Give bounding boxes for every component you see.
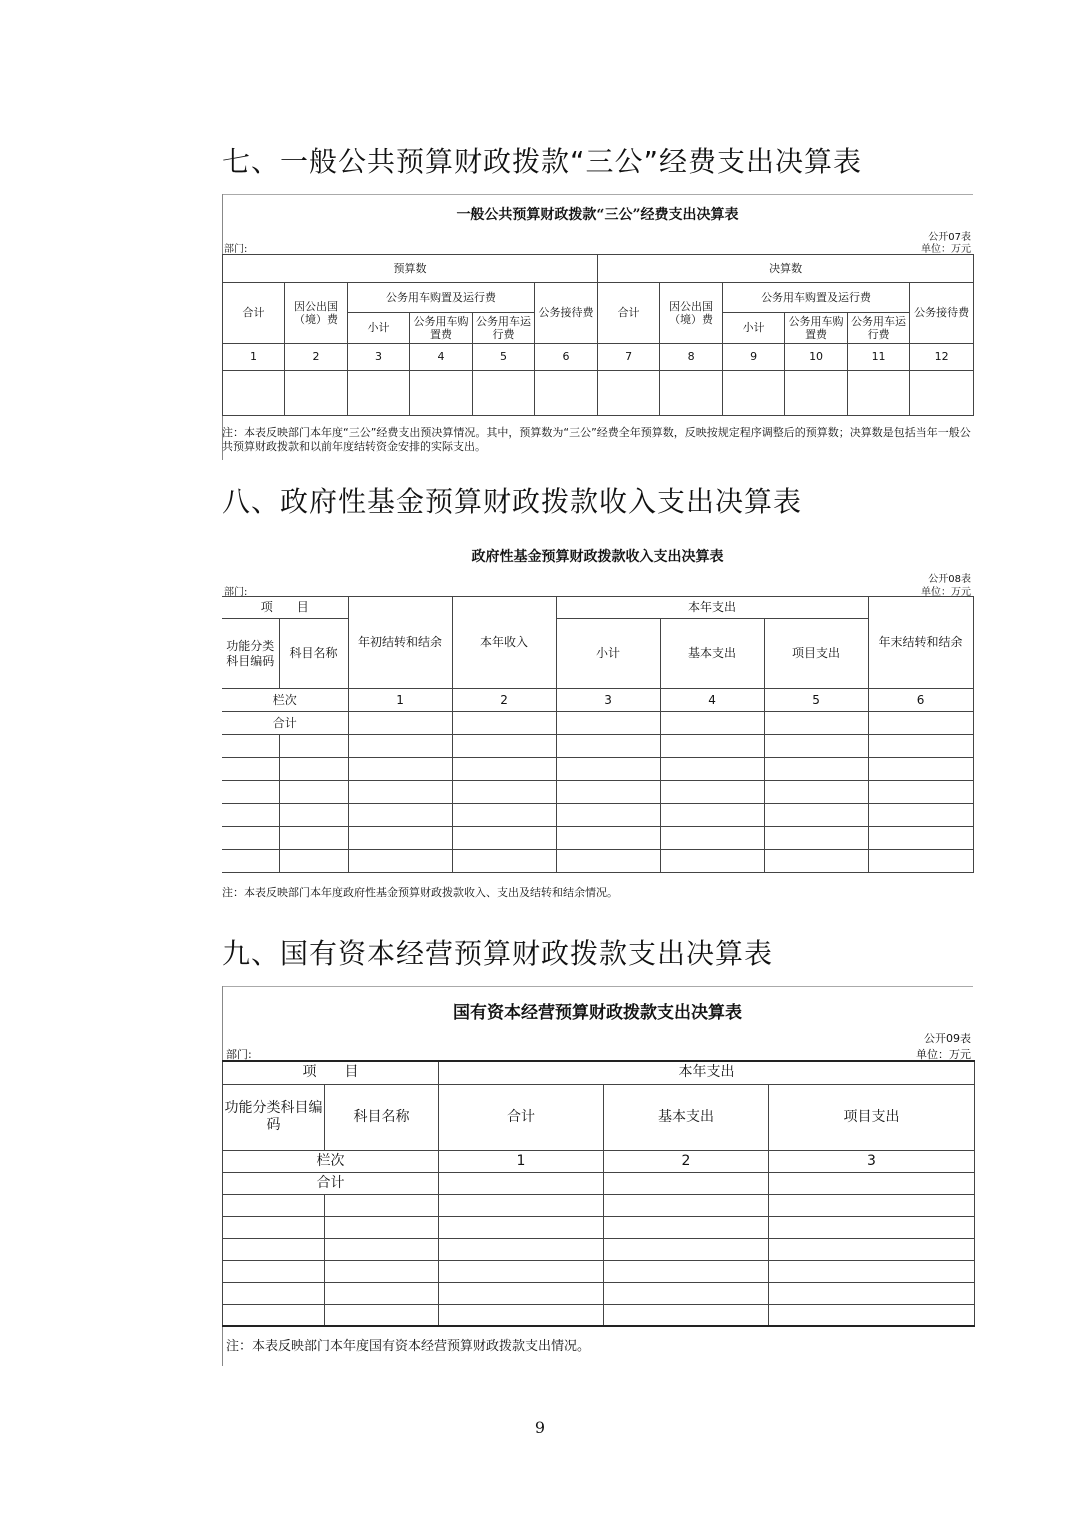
column-number: 2 — [452, 689, 556, 712]
gov-fund-table — [222, 596, 974, 873]
header-total: 合计 — [223, 283, 285, 344]
header-total: 合计 — [598, 283, 660, 344]
header-reception: 公务接待费 — [910, 283, 974, 344]
column-number: 3 — [348, 344, 410, 371]
header-vehicle-run: 公务用车运行费 — [473, 313, 535, 344]
header-final: 决算数 — [598, 255, 974, 283]
column-number: 5 — [473, 344, 535, 371]
table-number: 公开08表 — [928, 574, 971, 585]
column-number: 3 — [769, 1150, 975, 1172]
header-subtotal: 小计 — [556, 619, 660, 689]
header-carry-end: 年末结转和结余 — [868, 597, 973, 689]
table-number: 公开07表 — [928, 232, 971, 243]
table-row — [223, 1216, 975, 1238]
header-project: 项目支出 — [764, 619, 868, 689]
row-label-total: 合计 — [222, 712, 348, 735]
header-subtotal: 小计 — [723, 313, 785, 344]
header-item: 项 目 — [223, 1061, 439, 1084]
unit-label: 单位：万元 — [921, 244, 971, 255]
table-row — [222, 712, 973, 735]
table-title: 政府性基金预算财政拨款收入支出决算表 — [471, 549, 724, 565]
section8-heading: 八、政府性基金预算财政拨款收入支出决算表 — [222, 485, 803, 518]
column-number: 6 — [535, 344, 598, 371]
header-carry-begin: 年初结转和结余 — [348, 597, 452, 689]
header-func-code: 功能分类科目编码 — [223, 1084, 325, 1150]
table-row — [223, 371, 974, 416]
header-expense: 本年支出 — [439, 1061, 975, 1084]
section9-heading: 九、国有资本经营预算财政拨款支出决算表 — [222, 937, 774, 970]
header-reception: 公务接待费 — [535, 283, 598, 344]
table-row — [223, 1304, 975, 1326]
page-number: 9 — [534, 1418, 546, 1437]
header-vehicle-buy: 公务用车购置费 — [785, 313, 848, 344]
column-number: 4 — [410, 344, 473, 371]
dept-label: 部门: — [224, 587, 248, 598]
header-basic: 基本支出 — [604, 1084, 769, 1150]
column-number: 2 — [604, 1150, 769, 1172]
header-budget: 预算数 — [223, 255, 598, 283]
state-capital-table — [222, 1060, 975, 1327]
header-item: 项 目 — [222, 597, 348, 619]
column-number: 10 — [785, 344, 848, 371]
row-label-no: 栏次 — [223, 1150, 439, 1172]
table-row — [223, 1194, 975, 1216]
section7-table-block — [222, 194, 973, 464]
header-subject-name: 科目名称 — [325, 1084, 439, 1150]
table-note: 注：本表反映部门本年度“三公”经费支出预决算情况。其中，预算数为“三公”经费全年预算数，反映按规定程序调整后的预算数；决算数是包括当年一般公共预算财政拨款和以前年度结转资金安排的实际支出。 — [222, 426, 971, 453]
column-number: 3 — [556, 689, 660, 712]
table-row — [222, 850, 973, 873]
column-number-row — [223, 344, 974, 371]
table-number: 公开09表 — [924, 1032, 971, 1045]
header-expense: 本年支出 — [556, 597, 868, 619]
column-number: 12 — [910, 344, 974, 371]
table-note: 注：本表反映部门本年度国有资本经营预算财政拨款支出情况。 — [226, 1339, 591, 1354]
column-number: 8 — [660, 344, 723, 371]
column-number-row — [223, 1150, 975, 1172]
column-number: 4 — [660, 689, 764, 712]
table-title: 国有资本经营预算财政拨款支出决算表 — [453, 1003, 742, 1023]
table-row — [222, 758, 973, 781]
column-number: 7 — [598, 344, 660, 371]
table-row — [222, 781, 973, 804]
divider — [222, 986, 973, 987]
three-public-table — [222, 254, 974, 416]
dept-label: 部门: — [224, 244, 248, 255]
table-row — [222, 827, 973, 850]
column-number: 1 — [439, 1150, 604, 1172]
header-func-code: 功能分类科目编码 — [222, 619, 279, 689]
header-subtotal: 小计 — [348, 313, 410, 344]
table-note: 注：本表反映部门本年度政府性基金预算财政拨款收入、支出及结转和结余情况。 — [222, 886, 618, 899]
dept-label: 部门: — [226, 1048, 252, 1061]
column-number: 1 — [223, 344, 285, 371]
table-row — [223, 1260, 975, 1282]
divider — [222, 194, 973, 195]
header-project: 项目支出 — [769, 1084, 975, 1150]
header-total: 合计 — [439, 1084, 604, 1150]
table-row — [222, 735, 973, 758]
column-number: 6 — [868, 689, 973, 712]
header-basic: 基本支出 — [660, 619, 764, 689]
table-row — [223, 1282, 975, 1304]
column-number: 1 — [348, 689, 452, 712]
row-label-no: 栏次 — [222, 689, 348, 712]
section9-table-block — [222, 986, 973, 1370]
header-abroad: 因公出国（境）费 — [285, 283, 348, 344]
column-number: 9 — [723, 344, 785, 371]
table-row — [223, 1172, 975, 1194]
table-row — [223, 1238, 975, 1260]
row-label-total: 合计 — [223, 1172, 439, 1194]
section7-heading: 七、一般公共预算财政拨款“三公”经费支出决算表 — [222, 145, 863, 178]
table-row — [222, 804, 973, 827]
header-abroad: 因公出国（境）费 — [660, 283, 723, 344]
table-title: 一般公共预算财政拨款“三公”经费支出决算表 — [456, 207, 739, 223]
column-number-row — [222, 689, 973, 712]
unit-label: 单位：万元 — [921, 587, 971, 598]
column-number: 11 — [848, 344, 910, 371]
header-vehicle: 公务用车购置及运行费 — [723, 283, 910, 313]
header-vehicle: 公务用车购置及运行费 — [348, 283, 535, 313]
column-number: 5 — [764, 689, 868, 712]
header-vehicle-buy: 公务用车购置费 — [410, 313, 473, 344]
header-subject-name: 科目名称 — [279, 619, 348, 689]
header-vehicle-run: 公务用车运行费 — [848, 313, 910, 344]
header-income: 本年收入 — [452, 597, 556, 689]
unit-label: 单位：万元 — [916, 1048, 971, 1061]
section8-table-block — [222, 540, 973, 910]
column-number: 2 — [285, 344, 348, 371]
